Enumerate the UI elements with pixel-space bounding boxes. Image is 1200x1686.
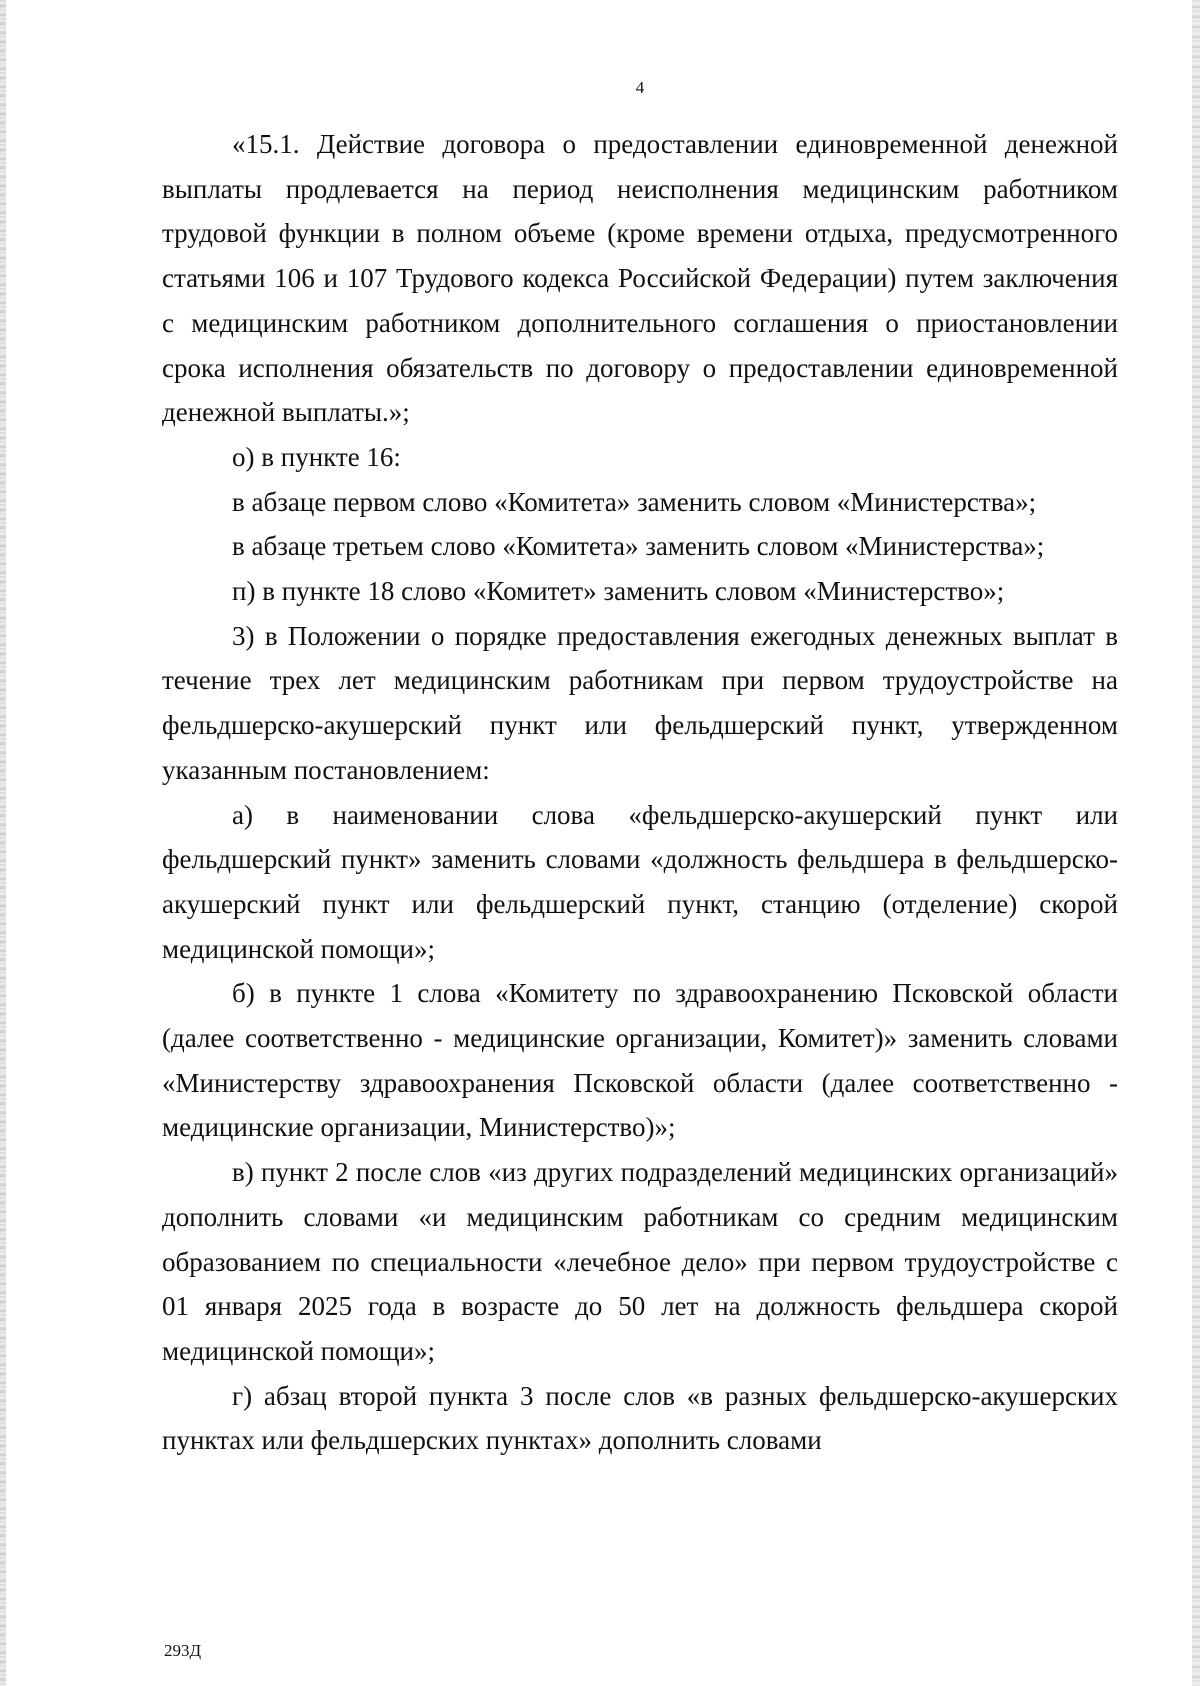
paragraph-third-abzac: в абзаце третьем слово «Комитета» заменить словом «Министерства»; <box>232 531 1045 562</box>
paragraph-item-3: 3) в Положении о порядке предоставления ежегодных денежных выплат в течение трех лет медицинским работникам при первом трудоустройстве на фельдшерско-акушерский пункт или фельдшерский пункт, утвержденном указанным постановлением: <box>162 620 1118 785</box>
paragraph-first-abzac: в абзаце первом слово «Комитета» заменить словом «Министерства»; <box>232 486 1037 517</box>
paragraph-item-a: а) в наименовании слова «фельдшерско-акушерский пункт или фельдшерский пункт» заменить словами «должность фельдшера в фельдшерско-акушерский пункт или фельдшерский пункт, станцию (отделение) скорой медицинской помощи»; <box>162 799 1118 964</box>
document-body <box>162 122 1118 1463</box>
scan-edge-left <box>0 0 6 1686</box>
page-number: 4 <box>635 78 645 97</box>
scan-edge-right <box>1192 0 1200 1686</box>
paragraph-item-o: о) в пункте 16: <box>232 441 401 472</box>
paragraph-item-v: в) пункт 2 после слов «из других подразделений медицинских организаций» дополнить словами «и медицинским работникам со средним медицинским образованием по специальности «лечебное дело» при первом трудоустройстве с 01 января 2025 года в возрасте до 50 лет на должность фельдшера скорой медицинской помощи»; <box>162 1157 1118 1366</box>
footer-code: 293Д <box>164 1641 202 1660</box>
paragraph-item-p: п) в пункте 18 слово «Комитет» заменить словом «Министерство»; <box>232 576 1005 607</box>
paragraph-15-1: «15.1. Действие договора о предоставлении единовременной денежной выплаты продлевается на период неисполнения медицинским работником трудовой функции в полном объеме (кроме времени отдыха, предусмотренного статьями 106 и 107 Трудового кодекса Российской Федерации) путем заключения с медицинским работником дополнительного соглашения о приостановлении срока исполнения обязательств по договору о предоставлении единовременной денежной выплаты.»; <box>162 129 1118 428</box>
paragraph-item-g: г) абзац второй пункта 3 после слов «в разных фельдшерско-акушерских пунктах или фельдшерских пунктах» дополнить словами <box>162 1380 1118 1456</box>
paragraph-item-b: б) в пункте 1 слова «Комитету по здравоохранению Псковской области (далее соответственно - медицинские организации, Комитет)» заменить словами «Министерству здравоохранения Псковской области (далее соответственно - медицинские организации, Министерство)»; <box>162 978 1118 1143</box>
